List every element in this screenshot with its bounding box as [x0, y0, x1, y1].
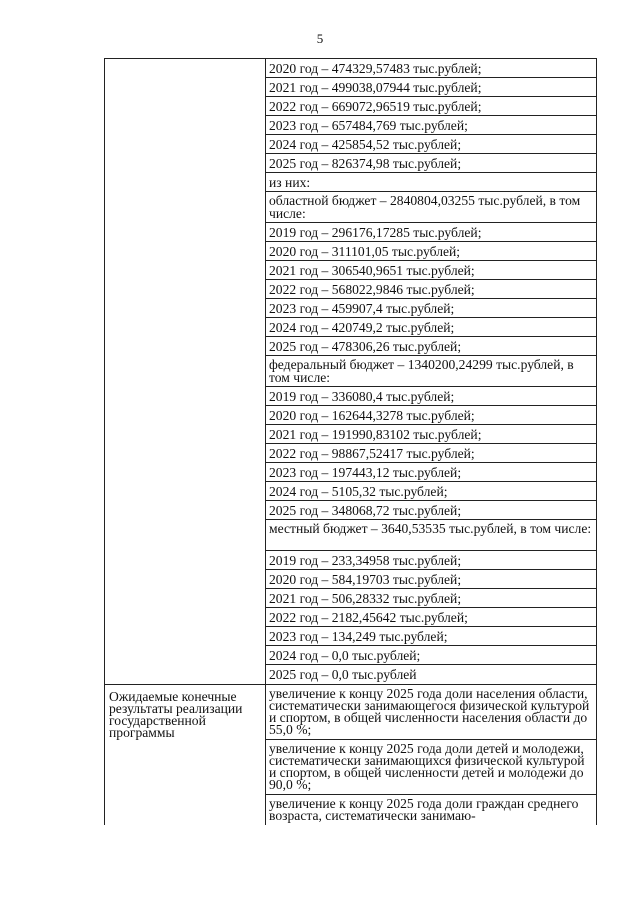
funding-line-local-2024: 2024 год – 0,0 тыс.рублей;: [266, 646, 596, 665]
funding-line-2022-total: 2022 год – 669072,96519 тыс.рублей;: [266, 97, 596, 116]
funding-line-regional-2020: 2020 год – 311101,05 тыс.рублей;: [266, 242, 596, 261]
funding-line-local-2020: 2020 год – 584,19703 тыс.рублей;: [266, 570, 596, 589]
results-label-cell: [105, 685, 266, 826]
funding-line-local-budget: местный бюджет – 3640,53535 тыс.рублей, в том числе:: [266, 520, 596, 551]
funding-line-2021-total: 2021 год – 499038,07944 тыс.рублей;: [266, 78, 596, 97]
page-number: 5: [316, 31, 324, 46]
results-values-cell: [266, 685, 597, 826]
funding-line-regional-2024: 2024 год – 420749,2 тыс.рублей;: [266, 318, 596, 337]
funding-line-regional-2021: 2021 год – 306540,9651 тыс.рублей;: [266, 261, 596, 280]
funding-line-of-which: из них:: [266, 173, 596, 192]
funding-line-federal-2021: 2021 год – 191990,83102 тыс.рублей;: [266, 425, 596, 444]
funding-values-cell: [266, 59, 597, 685]
funding-line-federal-2022: 2022 год – 98867,52417 тыс.рублей;: [266, 444, 596, 463]
funding-line-regional-2019: 2019 год – 296176,17285 тыс.рублей;: [266, 223, 596, 242]
funding-line-regional-2025: 2025 год – 478306,26 тыс.рублей;: [266, 337, 596, 356]
funding-line-local-2021: 2021 год – 506,28332 тыс.рублей;: [266, 589, 596, 608]
result-paragraph-population: увеличение к концу 2025 года доли населения области, систематически занимающегося физической культурой и спортом, в общей численности населения области до 55,0 %;: [266, 685, 596, 740]
funding-line-federal-2023: 2023 год – 197443,12 тыс.рублей;: [266, 463, 596, 482]
program-passport-table: [104, 58, 597, 825]
results-label: Ожидаемые конечные результаты реализации государственной программы: [109, 689, 243, 740]
funding-line-local-2022: 2022 год – 2182,45642 тыс.рублей;: [266, 608, 596, 627]
results-row: [105, 685, 597, 826]
result-paragraph-youth: увеличение к концу 2025 года доли детей и молодежи, систематически занимающихся физической культурой и спортом, в общей численности детей и молодежи до 90,0 %;: [266, 740, 596, 795]
funding-line-federal-2020: 2020 год – 162644,3278 тыс.рублей;: [266, 406, 596, 425]
funding-line-regional-2022: 2022 год – 568022,9846 тыс.рублей;: [266, 280, 596, 299]
funding-line-local-2023: 2023 год – 134,249 тыс.рублей;: [266, 627, 596, 646]
funding-line-federal-budget: федеральный бюджет – 1340200,24299 тыс.рублей, в том числе:: [266, 356, 596, 387]
funding-line-2025-total: 2025 год – 826374,98 тыс.рублей;: [266, 154, 596, 173]
funding-label-cell: [105, 59, 266, 685]
funding-line-local-2025: 2025 год – 0,0 тыс.рублей: [269, 667, 417, 682]
funding-row: [105, 59, 597, 685]
funding-line-regional-2023: 2023 год – 459907,4 тыс.рублей;: [266, 299, 596, 318]
funding-line-federal-2019: 2019 год – 336080,4 тыс.рублей;: [266, 387, 596, 406]
funding-line-regional-budget: областной бюджет – 2840804,03255 тыс.рублей, в том числе:: [266, 192, 596, 223]
result-paragraph-middle-age: увеличение к концу 2025 года доли граждан среднего возраста, систематически занимаю-: [269, 796, 579, 823]
funding-line-2023-total: 2023 год – 657484,769 тыс.рублей;: [266, 116, 596, 135]
funding-line-2024-total: 2024 год – 425854,52 тыс.рублей;: [266, 135, 596, 154]
funding-line-2020-total: 2020 год – 474329,57483 тыс.рублей;: [266, 59, 596, 78]
funding-line-federal-2024: 2024 год – 5105,32 тыс.рублей;: [266, 482, 596, 501]
funding-line-local-2019: 2019 год – 233,34958 тыс.рублей;: [266, 551, 596, 570]
funding-line-federal-2025: 2025 год – 348068,72 тыс.рублей;: [266, 501, 596, 520]
